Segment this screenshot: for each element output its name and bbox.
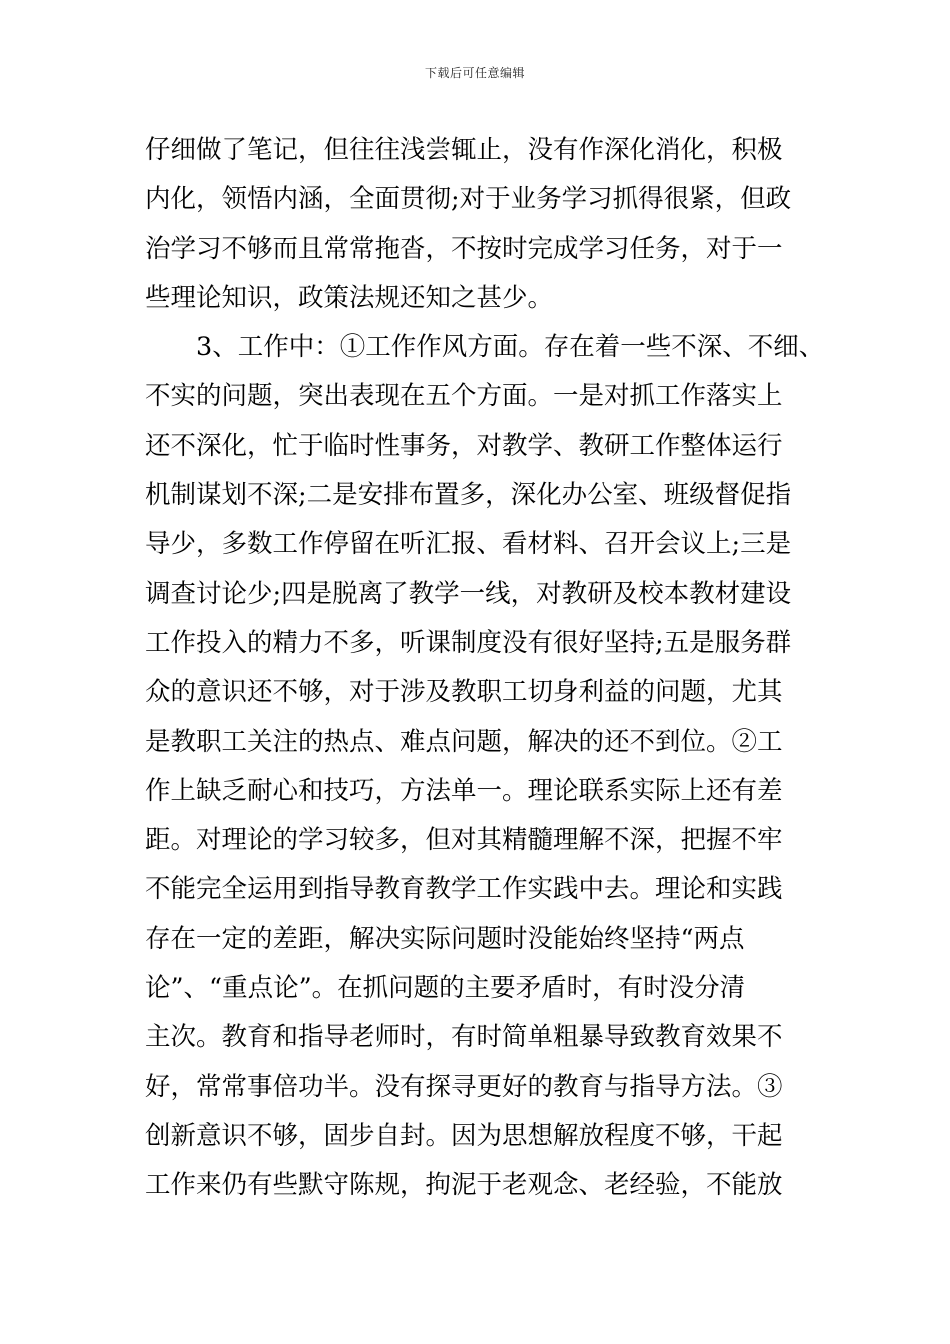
text-line: 还不深化，忙于临时性事务，对教学、教研工作整体运行 xyxy=(145,430,783,461)
text-line: 好，常常事倍功半。没有探寻更好的教育与指导方法。③ xyxy=(145,1071,783,1102)
text-line: 距。对理论的学习较多，但对其精髓理解不深，把握不牢 xyxy=(145,825,783,856)
document-body xyxy=(145,126,825,1211)
text-line: 存在一定的差距，解决实际问题时没能始终坚持“两点 xyxy=(145,923,745,954)
text-line: 不能完全运用到指导教育教学工作实践中去。理论和实践 xyxy=(145,874,783,905)
text-line: 内化，领悟内涵，全面贯彻;对于业务学习抓得很紧，但政 xyxy=(145,184,792,215)
text-line: 工作投入的精力不多，听课制度没有很好坚持;五是服务群 xyxy=(145,627,792,658)
text-line: 机制谋划不深;二是安排布置多，深化办公室、班级督促指 xyxy=(145,480,792,511)
text-line: 创新意识不够，固步自封。因为思想解放程度不够，干起 xyxy=(145,1120,783,1151)
page-header-note: 下载后可任意编辑 xyxy=(424,66,525,80)
text-line: 是教职工关注的热点、难点问题，解决的还不到位。②工 xyxy=(145,726,783,757)
text-line: 导少，多数工作停留在听汇报、看材料、召开会议上;三是 xyxy=(145,529,792,560)
text-line: 不实的问题，突出表现在五个方面。一是对抓工作落实上 xyxy=(145,381,783,412)
text-line: 主次。教育和指导老师时，有时简单粗暴导致教育效果不 xyxy=(145,1022,783,1053)
text-line: 论”、“重点论”。在抓问题的主要矛盾时，有时没分清 xyxy=(145,973,746,1004)
text-line: 些理论知识，政策法规还知之甚少。 xyxy=(145,282,554,313)
text-line: 治学习不够而且常常拖沓，不按时完成学习任务，对于一 xyxy=(145,233,783,264)
text-line: 仔细做了笔记，但往往浅尝辄止，没有作深化消化，积极 xyxy=(145,135,783,165)
text-line: 作上缺乏耐心和技巧，方法单一。理论联系实际上还有差 xyxy=(145,775,783,806)
text-line: 调查讨论少;四是脱离了教学一线，对教研及校本教材建设 xyxy=(145,578,792,609)
paragraph-start-line: 3、工作中：①工作作风方面。存在着一些不深、不细、 xyxy=(196,332,825,363)
text-line: 工作来仍有些默守陈规，拘泥于老观念、老经验，不能放 xyxy=(145,1170,783,1201)
text-line: 众的意识还不够，对于涉及教职工切身利益的问题，尤其 xyxy=(145,677,783,708)
